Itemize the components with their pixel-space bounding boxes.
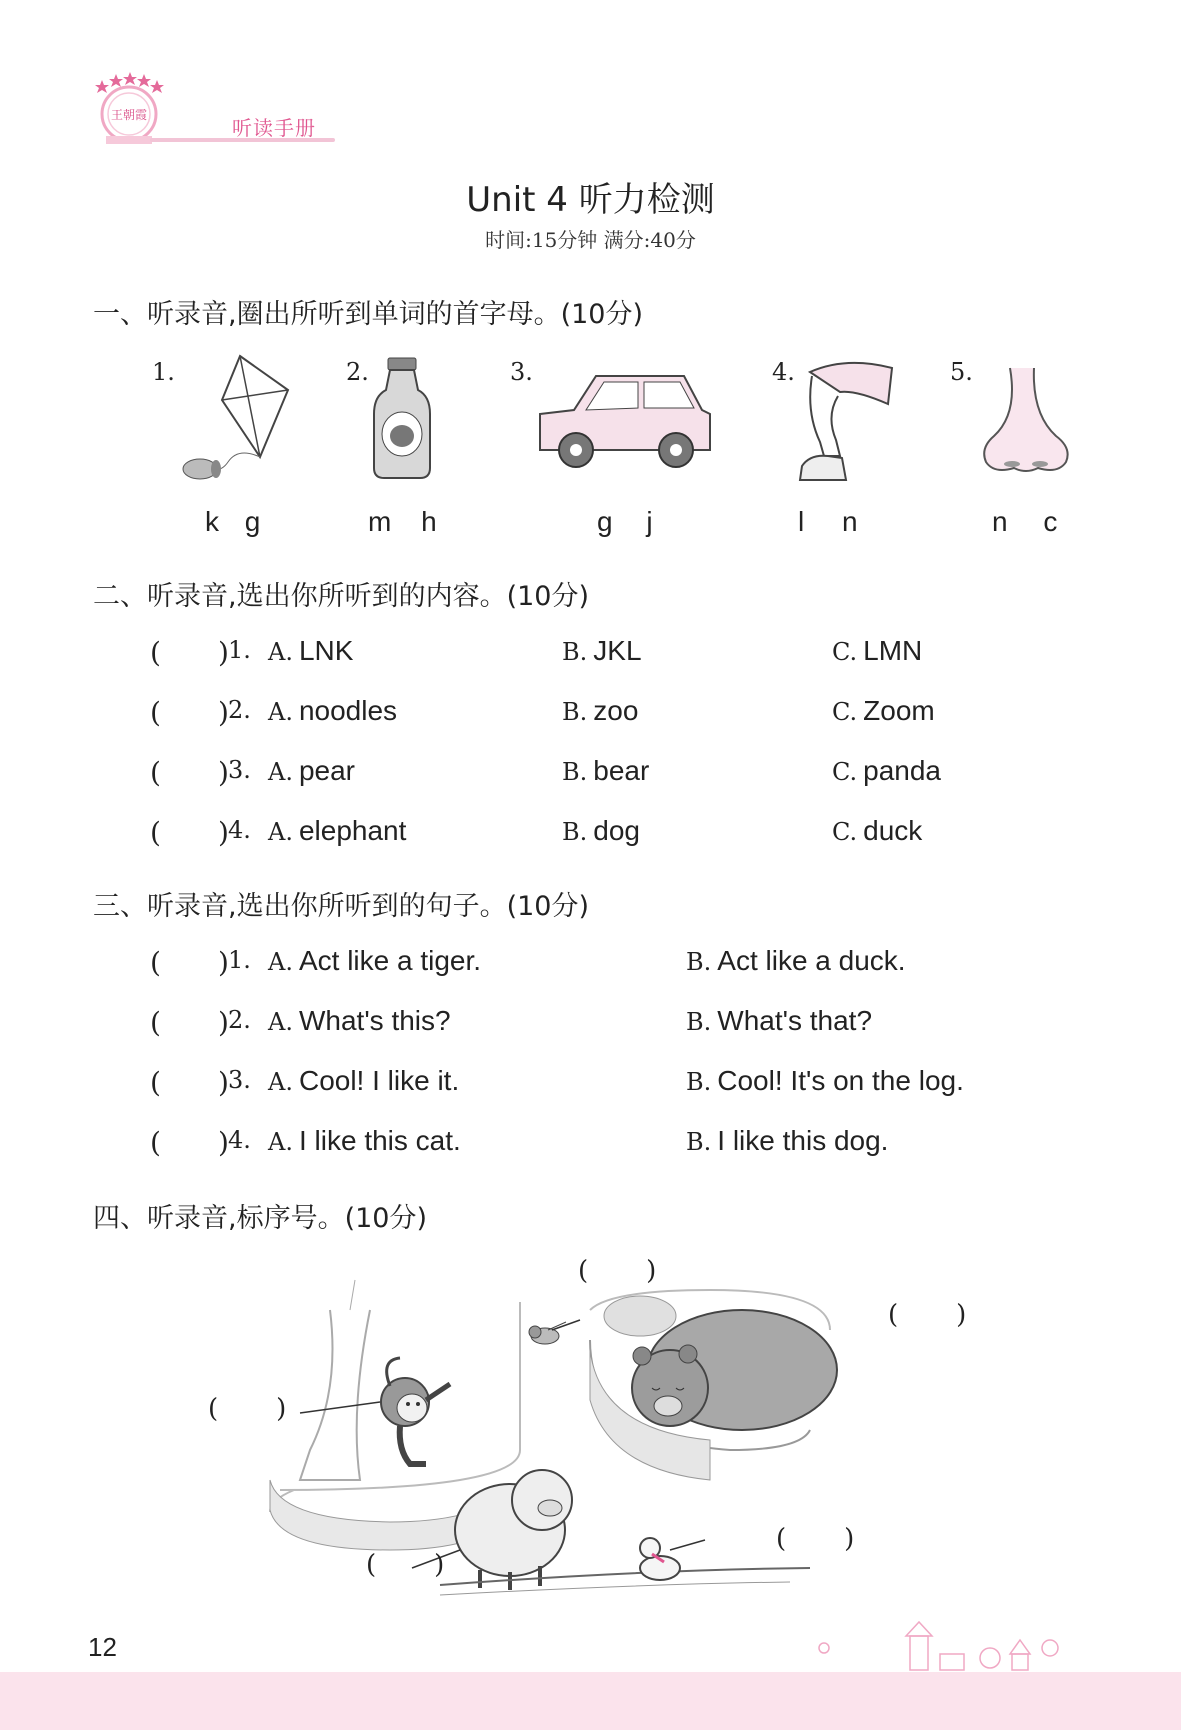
option-a[interactable]: A. Act like a tiger. bbox=[268, 945, 482, 976]
question-number: 4. bbox=[228, 816, 251, 844]
answer-blank-close: ) bbox=[218, 946, 229, 979]
item5-letters bbox=[992, 506, 1057, 538]
question-row bbox=[150, 634, 1050, 670]
footer-decoration-icon bbox=[810, 1618, 1070, 1674]
option-a[interactable]: A. Cool! I like it. bbox=[268, 1065, 460, 1096]
letter-option[interactable]: g bbox=[597, 506, 613, 537]
option-a[interactable]: A. noodles bbox=[268, 695, 398, 726]
question-row bbox=[150, 1004, 1050, 1040]
brand-text: 王朝霞 bbox=[110, 108, 148, 122]
brand-logo bbox=[92, 70, 166, 148]
answer-blank-close: ) bbox=[218, 696, 229, 729]
section3-heading: 三、听录音,选出你所听到的句子。(10分) bbox=[93, 891, 590, 922]
answer-blank-open[interactable]: ( bbox=[150, 1006, 161, 1039]
answer-blank-open[interactable]: ( bbox=[150, 636, 161, 669]
section4-heading: 四、听录音,标序号。(10分) bbox=[93, 1203, 428, 1234]
item1-number: 1. bbox=[152, 358, 175, 386]
letter-option[interactable]: j bbox=[646, 506, 653, 537]
question-row bbox=[150, 694, 1050, 730]
blank-monkey[interactable]: ( ) bbox=[208, 1394, 287, 1424]
option-c[interactable]: C. Zoom bbox=[832, 695, 935, 726]
question-number: 2. bbox=[228, 696, 251, 724]
jeep-car-icon bbox=[534, 370, 716, 468]
option-b[interactable]: B. JKL bbox=[562, 635, 642, 666]
question-row bbox=[150, 814, 1050, 850]
option-a[interactable]: A. elephant bbox=[268, 815, 407, 846]
section2-heading: 二、听录音,选出你所听到的内容。(10分) bbox=[93, 581, 590, 612]
option-b[interactable]: B. bear bbox=[562, 755, 650, 786]
answer-blank-close: ) bbox=[218, 1126, 229, 1159]
bird-icon bbox=[529, 1322, 566, 1344]
item3-number: 3. bbox=[510, 358, 533, 386]
item4-letters bbox=[798, 506, 858, 538]
letter-option[interactable]: l bbox=[798, 506, 805, 537]
milk-bottle-icon bbox=[368, 356, 436, 482]
answer-blank-close: ) bbox=[218, 756, 229, 789]
option-a[interactable]: A. pear bbox=[268, 755, 356, 786]
option-b[interactable]: B. Act like a duck. bbox=[686, 945, 906, 976]
question-number: 2. bbox=[228, 1006, 251, 1034]
monkey-icon bbox=[381, 1358, 450, 1464]
item4-number: 4. bbox=[772, 358, 795, 386]
question-row bbox=[150, 1064, 1050, 1100]
duck-icon bbox=[640, 1538, 680, 1580]
page-title: Unit 4 听力检测 bbox=[466, 180, 715, 220]
option-b[interactable]: B. Cool! It's on the log. bbox=[686, 1065, 964, 1096]
answer-blank-close: ) bbox=[218, 816, 229, 849]
option-b[interactable]: B. What's that? bbox=[686, 1005, 873, 1036]
option-b[interactable]: B. zoo bbox=[562, 695, 639, 726]
letter-option[interactable]: n bbox=[842, 506, 858, 537]
letter-option[interactable]: h bbox=[421, 506, 437, 537]
header-label: 听读手册 bbox=[232, 116, 316, 140]
blank-bird[interactable]: ( ) bbox=[578, 1256, 657, 1286]
blank-bear[interactable]: ( ) bbox=[888, 1300, 967, 1330]
question-number: 1. bbox=[228, 636, 251, 664]
question-number: 3. bbox=[228, 1066, 251, 1094]
answer-blank-open[interactable]: ( bbox=[150, 816, 161, 849]
option-a[interactable]: A. I like this cat. bbox=[268, 1125, 461, 1156]
option-c[interactable]: C. LMN bbox=[832, 635, 923, 666]
nose-icon bbox=[972, 364, 1078, 476]
item1-letters bbox=[205, 506, 260, 538]
question-number: 1. bbox=[228, 946, 251, 974]
letter-option[interactable]: k bbox=[205, 506, 219, 537]
question-number: 4. bbox=[228, 1126, 251, 1154]
zoo-scene bbox=[190, 1250, 1000, 1610]
item2-letters bbox=[368, 506, 437, 538]
answer-blank-open[interactable]: ( bbox=[150, 1126, 161, 1159]
question-number: 3. bbox=[228, 756, 251, 784]
page-number: 12 bbox=[88, 1632, 117, 1662]
option-b[interactable]: B. I like this dog. bbox=[686, 1125, 889, 1156]
item5-number: 5. bbox=[950, 358, 973, 386]
tree-icon bbox=[300, 1280, 370, 1480]
option-c[interactable]: C. panda bbox=[832, 755, 942, 786]
page-subtitle: 时间:15分钟 满分:40分 bbox=[485, 228, 696, 252]
option-a[interactable]: A. LNK bbox=[268, 635, 354, 666]
answer-blank-open[interactable]: ( bbox=[150, 1066, 161, 1099]
option-c[interactable]: C. duck bbox=[832, 815, 923, 846]
answer-blank-close: ) bbox=[218, 1006, 229, 1039]
item3-letters bbox=[597, 506, 653, 538]
answer-blank-open[interactable]: ( bbox=[150, 946, 161, 979]
pig-icon bbox=[455, 1470, 572, 1590]
letter-option[interactable]: n bbox=[992, 506, 1008, 537]
letter-option[interactable]: g bbox=[244, 506, 261, 537]
option-a[interactable]: A. What's this? bbox=[268, 1005, 451, 1036]
footer-band bbox=[0, 1672, 1181, 1730]
answer-blank-close: ) bbox=[218, 636, 229, 669]
section1-heading: 一、听录音,圈出所听到单词的首字母。(10分) bbox=[93, 299, 644, 330]
answer-blank-open[interactable]: ( bbox=[150, 756, 161, 789]
leg-icon bbox=[796, 352, 906, 488]
letter-option[interactable]: m bbox=[368, 506, 392, 537]
answer-blank-open[interactable]: ( bbox=[150, 696, 161, 729]
answer-blank-close: ) bbox=[218, 1066, 229, 1099]
option-b[interactable]: B. dog bbox=[562, 815, 640, 846]
question-row bbox=[150, 754, 1050, 790]
blank-duck[interactable]: ( ) bbox=[776, 1524, 855, 1554]
question-row bbox=[150, 944, 1050, 980]
kite-icon bbox=[178, 352, 296, 482]
item2-number: 2. bbox=[346, 358, 369, 386]
letter-option[interactable]: c bbox=[1043, 506, 1058, 537]
question-row bbox=[150, 1124, 1050, 1160]
blank-pig[interactable]: ( ) bbox=[366, 1550, 445, 1580]
